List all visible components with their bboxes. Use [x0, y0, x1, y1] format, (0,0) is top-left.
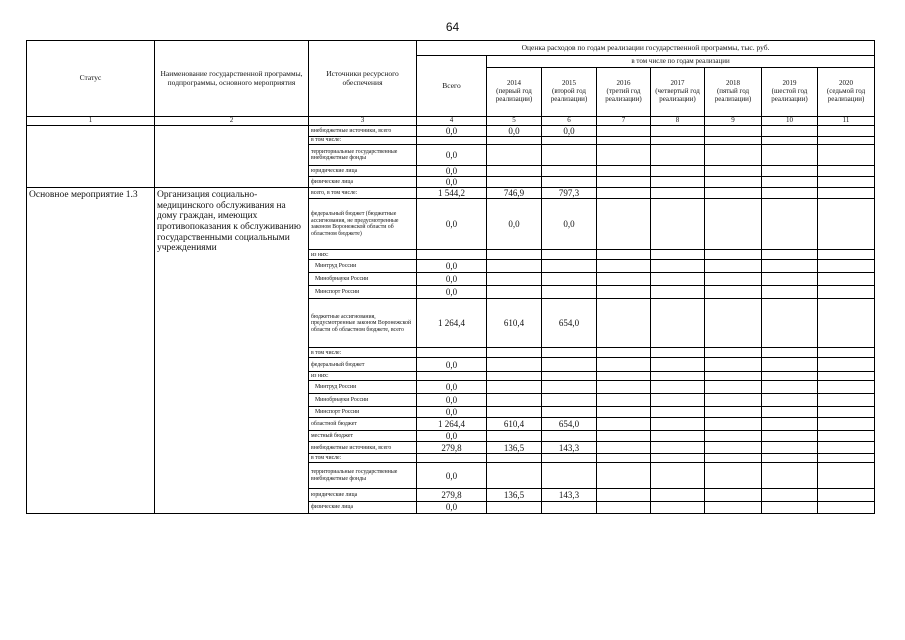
column-number: 4: [417, 117, 487, 126]
source-label: федеральный бюджет (бюджетные ассигнования, не предусмотренные законом Воронежской области об областном бюджете): [309, 199, 417, 250]
value-empty: [705, 381, 762, 394]
value-empty: [705, 126, 762, 137]
carry-name-cell: [155, 126, 309, 188]
value-empty: [597, 126, 651, 137]
value-empty: [651, 442, 705, 454]
source-label: Минобрнауки России: [309, 394, 417, 407]
column-number: 9: [705, 117, 762, 126]
value-y2014: 0,0: [487, 126, 542, 137]
value-total: [417, 137, 487, 145]
value-y2015: 0,0: [542, 199, 597, 250]
value-empty: [651, 273, 705, 286]
source-label: в том числе:: [309, 137, 417, 145]
column-number: 2: [155, 117, 309, 126]
value-empty: [597, 489, 651, 502]
value-empty: [597, 358, 651, 372]
value-empty: [705, 250, 762, 260]
value-total: 1 264,4: [417, 418, 487, 431]
value-y2014: 746,9: [487, 188, 542, 199]
value-empty: [762, 489, 818, 502]
value-empty: [705, 372, 762, 381]
value-y2014: 0,0: [487, 199, 542, 250]
value-empty: [818, 273, 875, 286]
value-empty: [651, 348, 705, 358]
value-y2015: [542, 372, 597, 381]
value-empty: [762, 394, 818, 407]
source-label: бюджетные ассигнования, предусмотренные законом Воронежской области об областном бюджете, всего: [309, 299, 417, 348]
value-empty: [762, 407, 818, 418]
value-empty: [705, 348, 762, 358]
value-empty: [705, 394, 762, 407]
value-empty: [651, 372, 705, 381]
value-empty: [597, 348, 651, 358]
value-empty: [818, 260, 875, 273]
value-empty: [705, 145, 762, 166]
source-label: юридические лица: [309, 166, 417, 177]
header-year-label: (четвертый год реализации): [655, 87, 700, 103]
value-total: 0,0: [417, 145, 487, 166]
value-empty: [705, 442, 762, 454]
value-empty: [762, 126, 818, 137]
value-empty: [762, 348, 818, 358]
value-total: [417, 348, 487, 358]
value-empty: [818, 431, 875, 442]
value-y2015: 654,0: [542, 299, 597, 348]
header-year-number: 2017: [670, 79, 685, 88]
value-empty: [597, 188, 651, 199]
value-empty: [762, 145, 818, 166]
value-empty: [705, 137, 762, 145]
value-empty: [705, 502, 762, 513]
value-y2014: [487, 348, 542, 358]
value-y2015: [542, 145, 597, 166]
value-empty: [762, 177, 818, 188]
value-empty: [762, 454, 818, 463]
header-year: [487, 68, 542, 117]
value-empty: [651, 260, 705, 273]
value-y2015: [542, 137, 597, 145]
value-y2015: [542, 454, 597, 463]
value-empty: [818, 250, 875, 260]
header-year: [762, 68, 818, 117]
value-total: 0,0: [417, 407, 487, 418]
value-total: 0,0: [417, 260, 487, 273]
value-y2014: [487, 250, 542, 260]
value-y2014: [487, 381, 542, 394]
header-year-label: (седьмой год реализации): [826, 87, 866, 103]
value-empty: [597, 372, 651, 381]
value-empty: [818, 126, 875, 137]
value-empty: [597, 407, 651, 418]
value-y2014: [487, 502, 542, 513]
value-empty: [705, 273, 762, 286]
source-label: физические лица: [309, 177, 417, 188]
activity-status: Основное мероприятие 1.3: [27, 188, 155, 513]
value-empty: [651, 489, 705, 502]
value-empty: [762, 463, 818, 489]
header-year: [597, 68, 651, 117]
source-label: из них:: [309, 250, 417, 260]
value-total: 0,0: [417, 286, 487, 299]
value-y2014: 610,4: [487, 299, 542, 348]
value-y2015: [542, 463, 597, 489]
value-empty: [818, 286, 875, 299]
source-label: в том числе:: [309, 348, 417, 358]
header-year-label: (второй год реализации): [550, 87, 588, 103]
header-year-label: (пятый год реализации): [714, 87, 752, 103]
value-y2014: [487, 372, 542, 381]
column-number: 1: [27, 117, 155, 126]
column-number: 6: [542, 117, 597, 126]
value-empty: [762, 442, 818, 454]
value-empty: [762, 502, 818, 513]
value-empty: [597, 273, 651, 286]
value-empty: [818, 502, 875, 513]
value-empty: [705, 260, 762, 273]
value-empty: [651, 394, 705, 407]
activity-name: Организация социально-медицинского обслуживания на дому граждан, имеющих противопоказания к обслуживанию государственными социальными учреждениями: [155, 188, 309, 513]
value-y2015: [542, 348, 597, 358]
page-number: 64: [445, 20, 460, 34]
header-by-years: в том числе по годам реализации: [487, 56, 875, 68]
value-empty: [762, 418, 818, 431]
value-empty: [762, 250, 818, 260]
source-label: Минспорт России: [309, 286, 417, 299]
value-empty: [597, 299, 651, 348]
carry-status-cell: [27, 126, 155, 188]
value-y2014: 610,4: [487, 418, 542, 431]
value-total: 0,0: [417, 126, 487, 137]
value-empty: [818, 418, 875, 431]
value-y2014: [487, 454, 542, 463]
header-year-number: 2016: [616, 79, 631, 88]
header-year: [651, 68, 705, 117]
value-empty: [651, 177, 705, 188]
value-empty: [818, 188, 875, 199]
value-empty: [597, 418, 651, 431]
header-sources: Источники ресурсного обеспечения: [309, 41, 417, 117]
value-empty: [651, 166, 705, 177]
value-empty: [762, 358, 818, 372]
value-y2015: [542, 273, 597, 286]
value-y2014: [487, 463, 542, 489]
source-label: Минтруд России: [309, 381, 417, 394]
value-empty: [762, 166, 818, 177]
value-empty: [762, 260, 818, 273]
header-year-number: 2020: [839, 79, 854, 88]
value-empty: [597, 199, 651, 250]
value-y2014: [487, 273, 542, 286]
value-empty: [651, 299, 705, 348]
header-name: Наименование государственной программы, подпрограммы, основного мероприятия: [155, 41, 309, 117]
value-y2014: [487, 286, 542, 299]
source-label: территориальные государственные внебюджетные фонды: [309, 463, 417, 489]
value-empty: [818, 372, 875, 381]
value-empty: [705, 463, 762, 489]
source-label: физические лица: [309, 502, 417, 513]
value-y2015: [542, 260, 597, 273]
value-empty: [597, 286, 651, 299]
value-empty: [597, 431, 651, 442]
value-y2014: [487, 137, 542, 145]
value-empty: [818, 454, 875, 463]
value-empty: [651, 454, 705, 463]
source-label: местный бюджет: [309, 431, 417, 442]
value-total: [417, 372, 487, 381]
value-total: 0,0: [417, 431, 487, 442]
value-empty: [651, 199, 705, 250]
value-empty: [818, 407, 875, 418]
value-y2015: [542, 431, 597, 442]
value-y2015: [542, 177, 597, 188]
value-empty: [651, 126, 705, 137]
value-empty: [818, 137, 875, 145]
value-y2014: [487, 358, 542, 372]
value-empty: [818, 177, 875, 188]
value-empty: [597, 454, 651, 463]
value-y2015: 654,0: [542, 418, 597, 431]
value-total: 0,0: [417, 199, 487, 250]
header-estimate: Оценка расходов по годам реализации государственной программы, тыс. руб.: [417, 41, 875, 56]
value-y2014: 136,5: [487, 442, 542, 454]
budget-table: [26, 40, 875, 514]
value-empty: [705, 358, 762, 372]
source-label: юридические лица: [309, 489, 417, 502]
source-label: территориальные государственные внебюджетные фонды: [309, 145, 417, 166]
value-empty: [705, 166, 762, 177]
header-year-label: (третий год реализации): [605, 87, 642, 103]
header-total: Всего: [417, 56, 487, 117]
value-y2015: [542, 407, 597, 418]
value-total: 0,0: [417, 166, 487, 177]
value-empty: [597, 394, 651, 407]
value-y2014: [487, 166, 542, 177]
column-number: 8: [651, 117, 705, 126]
source-label: федеральный бюджет: [309, 358, 417, 372]
value-empty: [651, 463, 705, 489]
value-empty: [705, 454, 762, 463]
value-empty: [818, 166, 875, 177]
value-y2015: 0,0: [542, 126, 597, 137]
value-empty: [762, 137, 818, 145]
value-empty: [705, 299, 762, 348]
value-empty: [651, 502, 705, 513]
value-empty: [651, 145, 705, 166]
value-empty: [597, 145, 651, 166]
value-empty: [818, 463, 875, 489]
value-total: 0,0: [417, 273, 487, 286]
source-label: внебюджетные источники, всего: [309, 442, 417, 454]
value-empty: [705, 199, 762, 250]
value-empty: [762, 199, 818, 250]
value-empty: [705, 188, 762, 199]
value-total: 0,0: [417, 502, 487, 513]
value-empty: [597, 250, 651, 260]
value-y2014: [487, 407, 542, 418]
value-empty: [651, 250, 705, 260]
value-y2014: [487, 260, 542, 273]
value-empty: [762, 188, 818, 199]
value-empty: [651, 137, 705, 145]
column-number: 7: [597, 117, 651, 126]
value-y2014: 136,5: [487, 489, 542, 502]
value-total: 0,0: [417, 463, 487, 489]
value-empty: [818, 442, 875, 454]
value-total: [417, 454, 487, 463]
value-empty: [597, 137, 651, 145]
value-empty: [818, 358, 875, 372]
value-empty: [597, 260, 651, 273]
value-empty: [651, 358, 705, 372]
header-year-label: (первый год реализации): [495, 87, 533, 103]
value-empty: [762, 381, 818, 394]
value-empty: [818, 394, 875, 407]
header-year-number: 2015: [562, 79, 576, 88]
value-empty: [705, 431, 762, 442]
header-status: Статус: [27, 41, 155, 117]
header-year-number: 2018: [726, 79, 740, 88]
source-label: в том числе:: [309, 454, 417, 463]
value-empty: [818, 489, 875, 502]
value-y2015: 143,3: [542, 489, 597, 502]
value-empty: [651, 407, 705, 418]
header-year-label: (шестой год реализации): [771, 87, 808, 103]
header-year: [705, 68, 762, 117]
source-label: Минобрнауки России: [309, 273, 417, 286]
value-total: [417, 250, 487, 260]
source-label: всего, в том числе:: [309, 188, 417, 199]
value-empty: [651, 188, 705, 199]
value-total: 0,0: [417, 177, 487, 188]
source-label: Минтруд России: [309, 260, 417, 273]
value-y2014: [487, 145, 542, 166]
value-empty: [651, 418, 705, 431]
value-empty: [705, 286, 762, 299]
value-empty: [705, 418, 762, 431]
column-number: 3: [309, 117, 417, 126]
value-y2015: [542, 166, 597, 177]
column-number: 5: [487, 117, 542, 126]
header-year: [818, 68, 875, 117]
value-empty: [651, 286, 705, 299]
value-y2014: [487, 431, 542, 442]
value-total: 1 264,4: [417, 299, 487, 348]
value-y2014: [487, 177, 542, 188]
value-empty: [818, 381, 875, 394]
header-year-number: 2014: [507, 79, 521, 88]
column-number: 10: [762, 117, 818, 126]
value-total: 0,0: [417, 381, 487, 394]
value-empty: [762, 299, 818, 348]
value-y2015: 143,3: [542, 442, 597, 454]
value-empty: [818, 299, 875, 348]
source-label: областной бюджет: [309, 418, 417, 431]
table-row: [27, 188, 875, 199]
header-year-number: 2019: [782, 79, 797, 88]
value-total: 0,0: [417, 394, 487, 407]
value-y2015: [542, 502, 597, 513]
value-empty: [651, 431, 705, 442]
value-y2015: [542, 286, 597, 299]
value-empty: [597, 502, 651, 513]
value-empty: [705, 407, 762, 418]
value-empty: [597, 442, 651, 454]
value-y2015: [542, 358, 597, 372]
value-empty: [762, 273, 818, 286]
value-y2015: [542, 381, 597, 394]
value-empty: [597, 177, 651, 188]
value-empty: [762, 286, 818, 299]
value-empty: [651, 381, 705, 394]
header-year: [542, 68, 597, 117]
value-total: 0,0: [417, 358, 487, 372]
value-empty: [597, 463, 651, 489]
value-y2015: 797,3: [542, 188, 597, 199]
value-empty: [762, 431, 818, 442]
value-y2014: [487, 394, 542, 407]
value-empty: [762, 372, 818, 381]
table-row: [27, 126, 875, 137]
value-total: 1 544,2: [417, 188, 487, 199]
value-empty: [597, 166, 651, 177]
value-y2015: [542, 394, 597, 407]
value-empty: [597, 381, 651, 394]
column-number: 11: [818, 117, 875, 126]
value-empty: [705, 177, 762, 188]
value-total: 279,8: [417, 442, 487, 454]
value-y2015: [542, 250, 597, 260]
source-label: из них:: [309, 372, 417, 381]
value-total: 279,8: [417, 489, 487, 502]
value-empty: [818, 199, 875, 250]
value-empty: [818, 348, 875, 358]
value-empty: [818, 145, 875, 166]
value-empty: [705, 489, 762, 502]
source-label: Минспорт России: [309, 407, 417, 418]
source-label: внебюджетные источники, всего: [309, 126, 417, 137]
